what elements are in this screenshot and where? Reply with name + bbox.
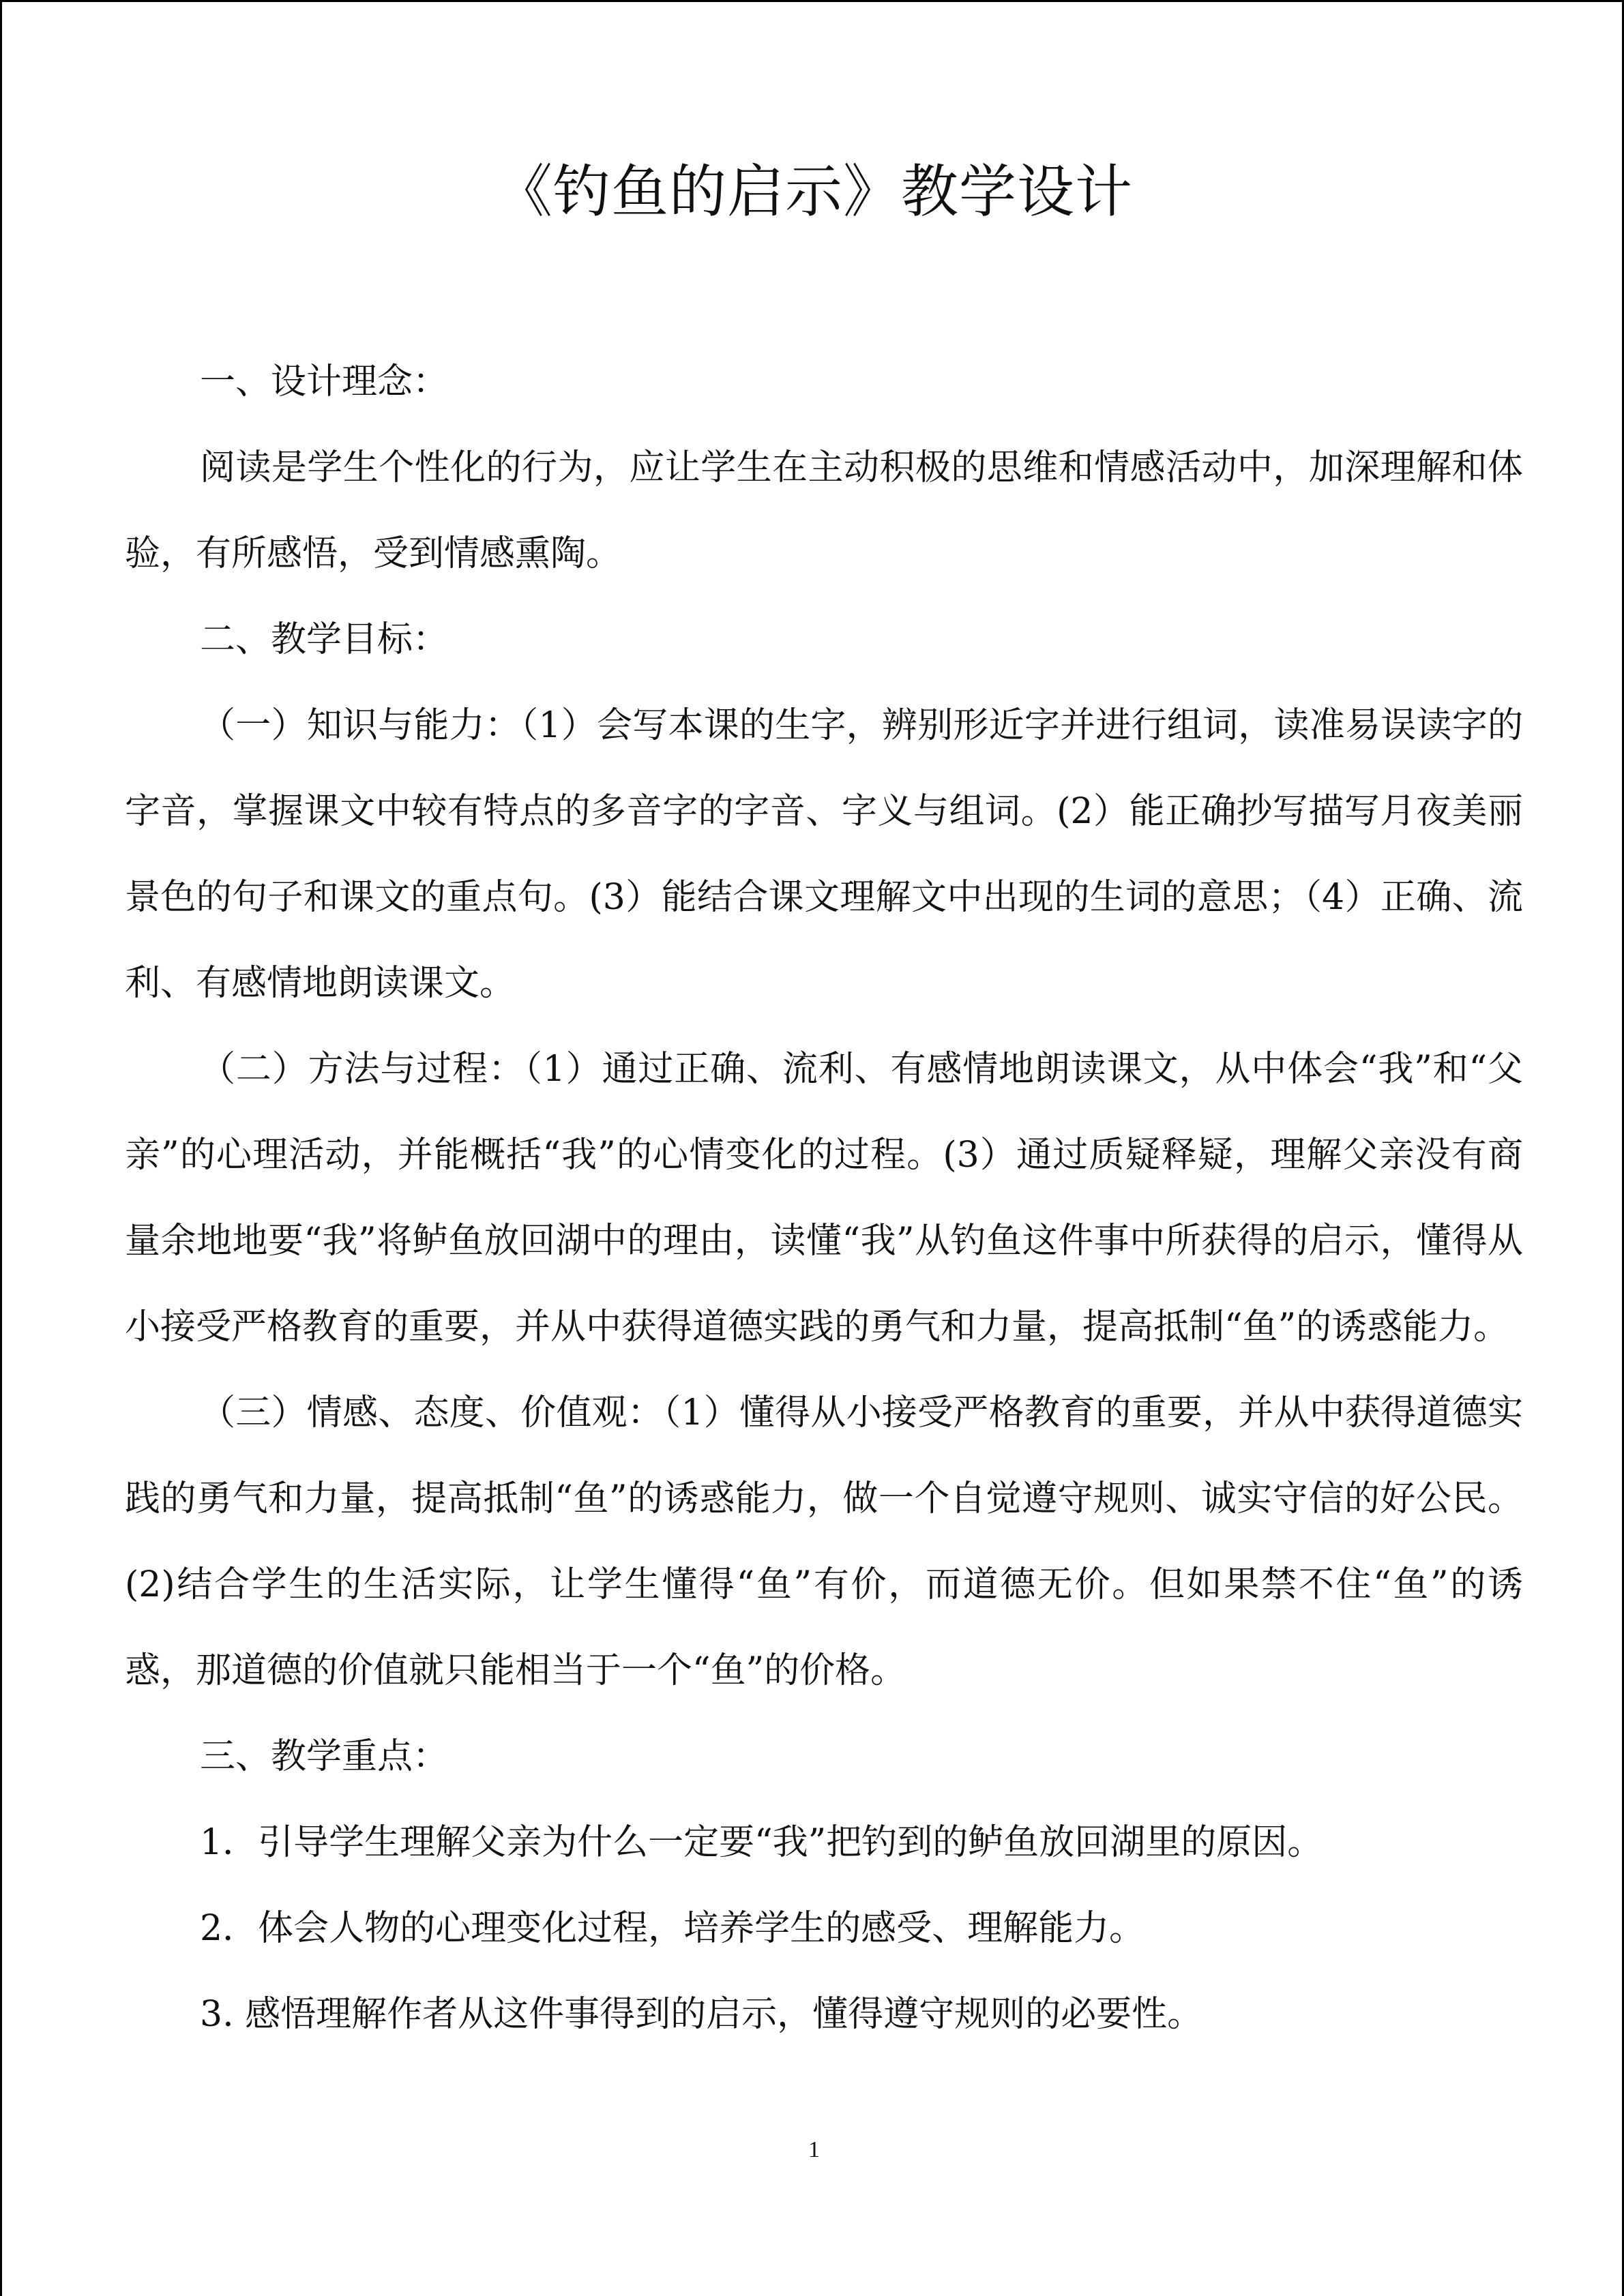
paragraph-knowledge-ability: （一）知识与能力：（1）会写本课的生字，辨别形近字并进行组词，读准易误读字的字音，掌握课文中较有特点的多音字的字音、字义与组词。(2）能正确抄写描写月夜美丽景色的句子和课文的重点句。(3）能结合课文理解文中出现的生词的意思；（4）正确、流利、有感情地朗读课文。: [125, 705, 1523, 1004]
document-title: 《钓鱼的启示》教学设计: [494, 158, 1133, 225]
paragraph-emotion-values: （三）情感、态度、价值观：（1）懂得从小接受严格教育的重要，并从中获得道德实践的勇气和力量，提高抵制“鱼”的诱惑能力，做一个自觉遵守规则、诚实守信的好公民。(2)结合学生的生活实际，让学生懂得“鱼”有价，而道德无价。但如果禁不住“鱼”的诱惑，那道德的价值就只能相当于一个“鱼”的价格。: [125, 1392, 1523, 1691]
list-item-focus-3: 3. 感悟理解作者从这件事得到的启示，懂得遵守规则的必要性。: [200, 1994, 1203, 2035]
section-heading-design-concept: 一、设计理念：: [200, 361, 449, 402]
list-item-focus-2: 2．体会人物的心理变化过程，培养学生的感受、理解能力。: [200, 1908, 1145, 1949]
paragraph-method-process: （二）方法与过程：（1）通过正确、流利、有感情地朗读课文，从中体会“我”和“父亲”的心理活动，并能概括“我”的心情变化的过程。(3）通过质疑释疑，理解父亲没有商量余地地要“我”将鲈鱼放回湖中的理由，读懂“我”从钓鱼这件事中所获得的启示，懂得从小接受严格教育的重要，并从中获得道德实践的勇气和力量，提高抵制“鱼”的诱惑能力。: [125, 1049, 1523, 1347]
section-heading-teaching-goals: 二、教学目标：: [200, 619, 449, 660]
document-body: [125, 339, 1523, 2057]
list-item-focus-1: 1．引导学生理解父亲为什么一定要“我”把钓到的鲈鱼放回湖里的原因。: [200, 1822, 1323, 1863]
paragraph-design-concept: 阅读是学生个性化的行为，应让学生在主动积极的思维和情感活动中，加深理解和体验，有所感悟，受到情感熏陶。: [125, 447, 1523, 574]
page-number: 1: [808, 2137, 820, 2162]
section-heading-teaching-focus: 三、教学重点：: [200, 1736, 449, 1777]
